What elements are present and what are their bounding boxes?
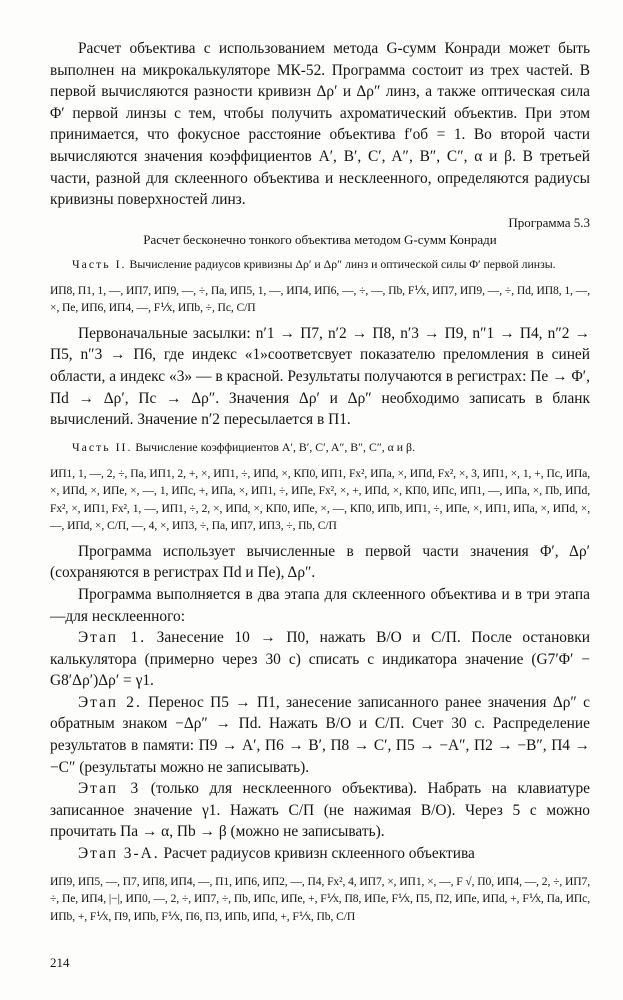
program-label: Программа 5.3 <box>508 214 590 230</box>
stage-3-text: (только для несклеенного объектива). Набрать на клавиатуре записанное значение γ1. Нажать С/П (не нажимая В/О). Через 5 с можно прочитать Па → α, Пb → β (можно не записывать). <box>50 780 590 841</box>
stage-2-text: Перенос П5 → П1, занесение записанного ранее значения Δρ″ с обратным знаком −Δρ″ → Пd. Нажать В/О и С/П. Счет 30 с. Распределение результатов в памяти: П9 → A′, П6 → B′, П8 → C′, П5 → −A″, П2 → −B″, П4 → −C″ (результаты можно не записывать). <box>50 693 590 776</box>
stage-3a-label: Этап 3-А. <box>78 845 160 863</box>
page-content <box>50 38 590 931</box>
part-2-text: Вычисление коэффициентов A′, B′, C′, A″, B″, C″, α и β. <box>135 439 415 454</box>
stage-3-label: Этап 3 <box>78 780 141 798</box>
page-number: 214 <box>50 955 70 970</box>
program-code-part-2: ИП1, 1, —, 2, ÷, Па, ИП1, 2, +, ×, ИП1, ÷, ИПd, ×, КП0, ИП1, Fx², ИПа, ×, ИПd, Fx², ×, 3, ИП1, ×, 1, +, Пс, ИПа, ×, ИПd, ×, ИПе, ×, —, 1, ИПс, +, ИПа, ×, ИП1, ÷, ИПе, Fx², ×, +, ИПd, ×, КП0, ИПс, ИП1, —, ИПа, ×, Пb, ИПd, Fx², ×, ИП1, Fx², 1, —, ИП1, ÷, 2, ×, ИПd, ×, КП0, ИПе, ×, —, КП0, ИПb, ИП1, ÷, ИПе, ×, ИП1, ИПа, ×, ИПd, ×, —, ИПd, ×, С/П, —, 4, ×, ИП3, ÷, Па, ИП7, ИП3, ÷, Пb, С/П <box>50 466 590 533</box>
stage-2-label: Этап 2. <box>78 693 142 711</box>
stages-paragraph: Программа выполняется в два этапа для склеенного объектива и в три этапа—для несклеенного: <box>50 585 590 625</box>
part-1-text: Вычисление радиусов кривизны Δρ′ и Δρ″ линз и оптической силы Φ′ первой линзы. <box>129 256 556 271</box>
program-code-part-3: ИП9, ИП5, —, П7, ИП8, ИП4, —, П1, ИП6, ИП2, —, П4, Fx², 4, ИП7, ×, ИП1, ×, —, F √, П0, ИП4, —, 2, ÷, ИП7, ÷, Пе, ИП4, |−|, ИП0, —, 2, ÷, ИП7, ÷, Пb, ИПс, ИПе, +, F⅟x, П8, ИПе, F⅟x, П5, П2, ИПе, ИПd, +, F⅟x, Па, ИПс, ИПb, +, F⅟x, П9, ИПb, F⅟x, П6, П3, ИПb, ИПd, +, F⅟x, Пb, С/П <box>50 874 590 923</box>
registers-paragraph: Первоначальные засылки: n′1 → П7, n′2 → П8, n′3 → П9, n″1 → П4, n″2 → П5, n″3 → П6, где индекс «1»соответсвует показателю преломления в синей области, а индекс «3» — в красной. Результаты получаются в регистрах: Пе → Φ′, Пd → Δρ′, Пс → Δρ″. Значения Δρ′ и Δρ″ необходимо записать в бланк вычислений. Значение n′2 пересылается в П1. <box>50 324 590 429</box>
stage-1-text: Занесение 10 → П0, нажать В/О и С/П. После остановки калькулятора (примерно через 30 с) списать с индикатора значение (G7′Φ′ − G8′Δρ′)Δρ′ = γ1. <box>50 629 590 690</box>
program-title: Расчет бесконечно тонкого объектива методом G-сумм Конради <box>143 231 497 247</box>
stage-2-paragraph <box>50 692 590 778</box>
part-2-label: Часть II. <box>72 439 133 454</box>
uses-paragraph: Программа использует вычисленные в первой части значения Φ′, Δρ′ (сохраняются в регистрах Пd и Пе), Δρ″. <box>50 542 590 582</box>
stage-1-label: Этап 1. <box>78 629 147 647</box>
part-1-heading <box>50 256 590 272</box>
stage-1-paragraph <box>50 627 590 692</box>
stage-3a-paragraph <box>50 843 590 865</box>
intro-paragraph: Расчет объектива с использованием метода G-сумм Конради может быть выполнен на микрокалькуляторе МК-52. Программа состоит из трех частей. В первой вычисляются разности кривизн Δρ′ и Δρ″ линз, а также оптическая сила Φ′ первой линзы с тем, чтобы получить ахроматический объектив. При этом принимается, что фокусное расстояние объектива f′об = 1. Во второй части вычисляются значения коэффициентов A′, B′, C′, A″, B″, C″, α и β. В третьей части, разной для склеенного объектива и несклеенного, определяются радиусы кривизны поверхностей линз. <box>50 40 590 209</box>
stage-3-paragraph <box>50 778 590 843</box>
part-1-label: Часть I. <box>72 256 127 271</box>
stage-3a-text: Расчет радиусов кривизн склеенного объектива <box>163 845 475 863</box>
part-2-heading <box>50 439 590 455</box>
program-code-part-1: ИП8, П1, 1, —, ИП7, ИП9, —, ÷, Па, ИП5, 1, —, ИП4, ИП6, —, ÷, —, Пb, F⅟x, ИП7, ИП9, —, ÷, Пd, ИП8, 1, —, ×, Пе, ИП6, ИП4, —, F⅟x, ИПb, ÷, Пс, С/П <box>50 283 590 315</box>
